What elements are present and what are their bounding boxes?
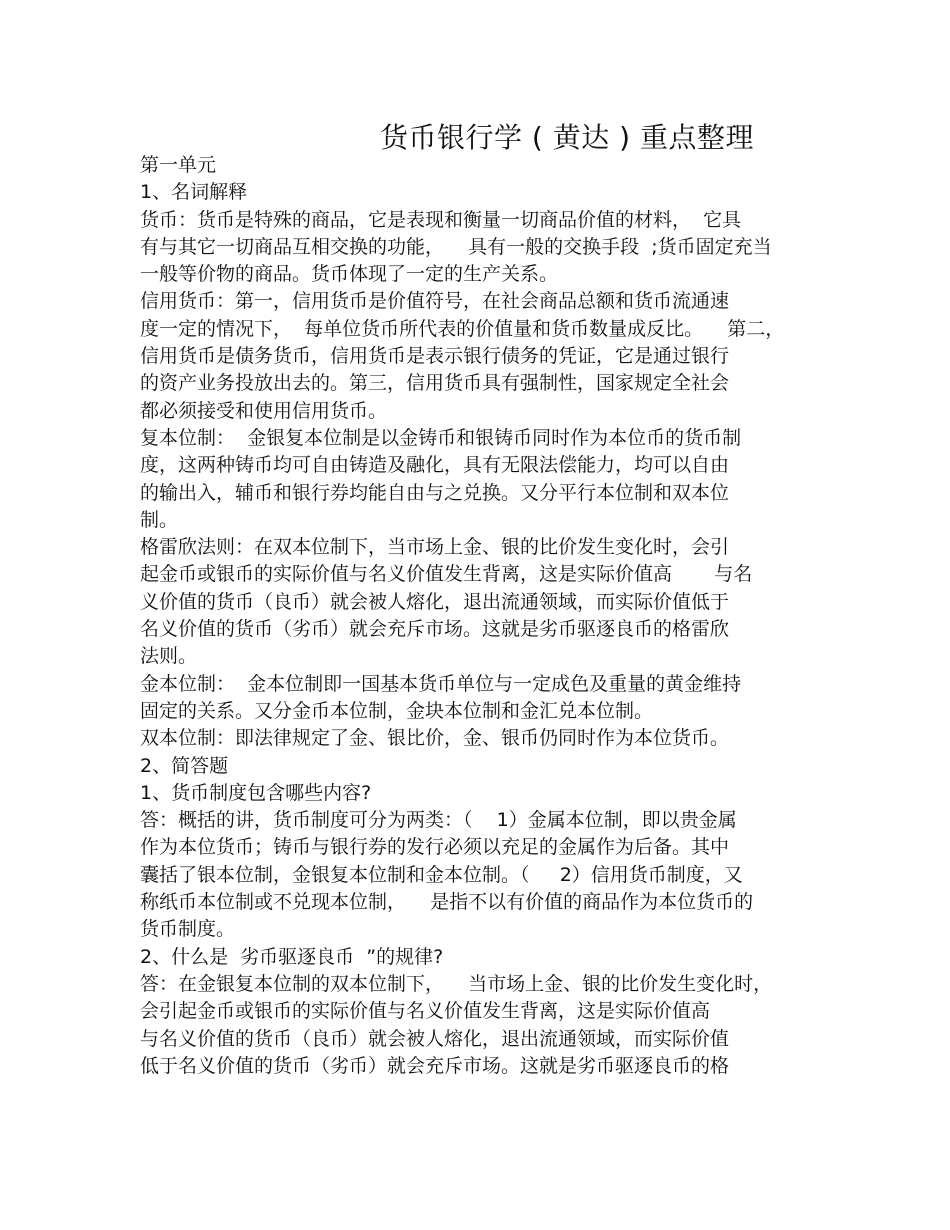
text-line: 低于名义价值的货币（劣币）就会充斥市场。这就是劣币驱逐良币的格 [140,1054,730,1077]
text-line: 都必须接受和使用信用货币。 [140,399,388,422]
text-line: 囊括了银本位制，金银复本位制和金本位制。（ 2）信用货币制度，又 [140,863,743,886]
text-line: 信用货币是债务货币，信用货币是表示银行债务的凭证，它是通过银行 [140,345,730,368]
document-body [140,152,840,1080]
text-line: 货币制度。 [140,918,236,941]
text-line: 起金币或银币的实际价值与名义价值发生背离，这是实际价值高 与名 [140,563,753,586]
text-line: 会引起金币或银币的实际价值与名义价值发生背离，这是实际价值高 [140,1000,711,1023]
text-line: 格雷欣法则：在双本位制下，当市场上金、银的比价发生变化时，会引 [140,536,730,559]
text-line: 度，这两种铸币均可自由铸造及融化，具有无限法偿能力，均可以自由 [140,454,730,477]
text-line: 的输出入，辅币和银行券均能自由与之兑换。又分平行本位制和双本位 [140,481,730,504]
text-line: 2、简答题 [140,754,229,777]
text-line: 1、名词解释 [140,181,248,204]
text-line: 度一定的情况下， 每单位货币所代表的价值量和货币数量成反比。 第二， [140,317,785,340]
text-line: 金本位制： 金本位制即一国基本货币单位与一定成色及重量的黄金维持 [140,672,742,695]
text-line: 制。 [140,508,179,531]
text-line: 答：在金银复本位制的双本位制下， 当市场上金、银的比价发生变化时， [140,972,773,995]
text-line: 名义价值的货币（劣币）就会充斥市场。这就是劣币驱逐良币的格雷欣 [140,618,730,641]
text-line: 2、什么是 劣币驱逐良币 ”的规律? [140,945,444,968]
text-line: 称纸币本位制或不兑现本位制， 是指不以有价值的商品作为本位货币的 [140,891,754,914]
text-line: 信用货币：第一，信用货币是价值符号，在社会商品总额和货币流通速 [140,290,730,313]
text-line: 的资产业务投放出去的。第三，信用货币具有强制性，国家规定全社会 [140,372,730,395]
text-line: 一般等价物的商品。货币体现了一定的生产关系。 [140,263,559,286]
text-line: 复本位制： 金银复本位制是以金铸币和银铸币同时作为本位币的货币制 [140,426,742,449]
text-line: 答：概括的讲，货币制度可分为两类：（ 1）金属本位制，即以贵金属 [140,809,737,832]
text-line: 法则。 [140,645,198,668]
text-line: 货币：货币是特殊的商品，它是表现和衡量一切商品价值的材料， 它具 [140,208,742,231]
text-line: 作为本位货币；铸币与银行券的发行必须以充足的金属作为后备。其中 [140,836,730,859]
text-line: 有与其它一切商品互相交换的功能， 具有一般的交换手段 ;货币固定充当 [140,235,772,258]
document-title: 货币银行学 ( 黄达 ) 重点整理 [380,121,754,154]
text-line: 与名义价值的货币（良币）就会被人熔化，退出流通领域，而实际价值 [140,1027,730,1050]
text-line: 义价值的货币（良币）就会被人熔化，退出流通领域，而实际价值低于 [140,590,730,613]
text-line: 1、货币制度包含哪些内容? [140,781,372,804]
text-line: 双本位制：即法律规定了金、银比价，金、银币仍同时作为本位货币。 [140,727,730,750]
text-line: 第一单元 [140,154,217,176]
text-line: 固定的关系。又分金币本位制，金块本位制和金汇兑本位制。 [140,699,654,722]
